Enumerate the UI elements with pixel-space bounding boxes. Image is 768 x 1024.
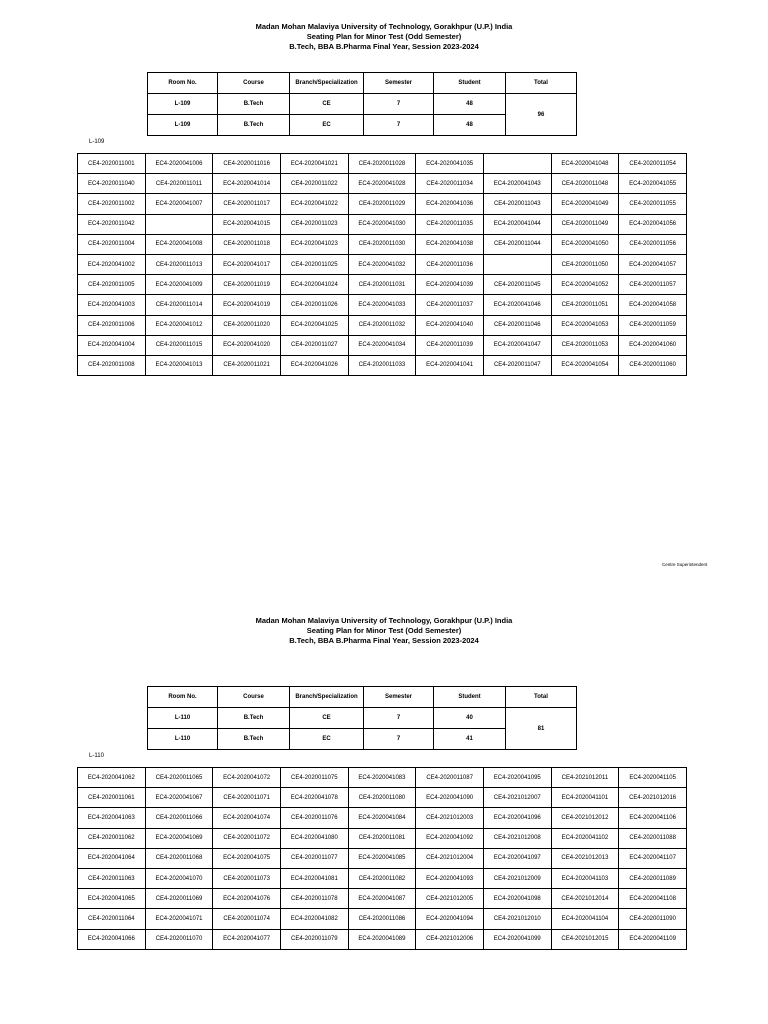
seat-cell: EC4-2020041070 [145,868,213,888]
seat-cell: EC4-2020041044 [483,214,551,234]
seat-cell: EC4-2020041004 [78,335,146,355]
seat-cell: EC4-2020041006 [145,154,213,174]
col-semester: Semester [364,73,434,94]
seat-cell: CE4-2020011076 [280,808,348,828]
seat-cell: EC4-2020041032 [348,254,416,274]
seat-cell: CE4-2020011020 [213,315,281,335]
seat-cell: EC4-2020041050 [551,234,619,254]
seat-cell: EC4-2020041089 [348,929,416,949]
seat-cell: CE4-2020011054 [619,154,687,174]
centre-superintendent-signature: Centre Superintendent [662,562,708,567]
seat-cell: CE4-2021012016 [619,788,687,808]
seat-cell: EC4-2020041092 [416,828,484,848]
seat-row [78,355,687,375]
seat-cell: EC4-2020041028 [348,174,416,194]
seat-cell: CE4-2020011059 [619,315,687,335]
seat-cell [145,214,213,234]
seat-cell: CE4-2020011016 [213,154,281,174]
student-count: 40 [434,708,506,729]
seat-cell: EC4-2020041067 [145,788,213,808]
seat-row [78,174,687,194]
seat-cell: EC4-2020041026 [280,355,348,375]
seat-row [78,929,687,949]
seat-cell: EC4-2020041035 [416,154,484,174]
seat-cell: CE4-2020011030 [348,234,416,254]
seat-cell: EC4-2020041052 [551,275,619,295]
seat-cell: EC4-2020041039 [416,275,484,295]
col-student: Student [434,73,506,94]
seat-cell: EC4-2020041007 [145,194,213,214]
seat-cell: CE4-2020011079 [280,929,348,949]
seat-cell: CE4-2020011023 [280,214,348,234]
seat-cell [483,254,551,274]
seat-cell: EC4-2020041041 [416,355,484,375]
seat-cell: EC4-2020041085 [348,848,416,868]
total-count: 81 [506,708,577,750]
course: B.Tech [218,708,290,729]
seat-cell: EC4-2020041022 [280,194,348,214]
seat-cell: CE4-2020011078 [280,889,348,909]
seat-cell: EC4-2020041009 [145,275,213,295]
seat-cell: CE4-2020011034 [416,174,484,194]
seat-cell: CE4-2020011089 [619,868,687,888]
seat-cell: CE4-2020011008 [78,355,146,375]
seat-cell: CE4-2021012012 [551,808,619,828]
seat-cell: CE4-2021012003 [416,808,484,828]
seat-cell: CE4-2020011081 [348,828,416,848]
col-student: Student [434,687,506,708]
seat-cell: CE4-2020011077 [280,848,348,868]
seat-cell: EC4-2020041012 [145,315,213,335]
seat-cell: EC4-2020041107 [619,848,687,868]
seat-cell: EC4-2020011040 [78,174,146,194]
seat-cell: EC4-2020041097 [483,848,551,868]
course: B.Tech [218,729,290,750]
seat-row [78,808,687,828]
seat-cell: EC4-2020041106 [619,808,687,828]
seat-cell: CE4-2021012005 [416,889,484,909]
room-summary-table [147,72,577,136]
room-no: L-109 [148,94,218,115]
seat-cell: EC4-2020041090 [416,788,484,808]
seat-cell: CE4-2020011088 [619,828,687,848]
seat-cell: EC4-2020041099 [483,929,551,949]
seat-cell: EC4-2020041040 [416,315,484,335]
seat-cell: CE4-2021012013 [551,848,619,868]
seat-cell: EC4-2020041064 [78,848,146,868]
seat-cell: CE4-2020011022 [280,174,348,194]
seat-cell: CE4-2020011065 [145,768,213,788]
seat-cell: CE4-2020011082 [348,868,416,888]
seat-cell: EC4-2020041003 [78,295,146,315]
seat-row [78,828,687,848]
seat-cell: CE4-2020011053 [551,335,619,355]
seat-cell: CE4-2020011019 [213,275,281,295]
seat-cell: EC4-2020041101 [551,788,619,808]
seat-cell: EC4-2020041019 [213,295,281,315]
seat-cell: EC4-2020041053 [551,315,619,335]
col-room-no: Room No. [148,73,218,94]
seat-cell: EC4-2020041014 [213,174,281,194]
col-course: Course [218,73,290,94]
seat-cell: EC4-2020041104 [551,909,619,929]
seat-cell: EC4-2020041047 [483,335,551,355]
room-no: L-109 [148,115,218,136]
seat-row [78,234,687,254]
branch: CE [290,94,364,115]
seat-cell: EC4-2020041081 [280,868,348,888]
seat-cell: EC4-2020041063 [78,808,146,828]
seat-cell: EC4-2020041083 [348,768,416,788]
seating-grid-body [78,154,687,376]
seat-cell: EC4-2020041076 [213,889,281,909]
room-label: L-110 [89,753,104,759]
seat-row [78,909,687,929]
seat-cell: CE4-2020011062 [78,828,146,848]
seating-grid [77,767,687,950]
seat-cell: CE4-2020011017 [213,194,281,214]
seat-row [78,315,687,335]
seat-cell: CE4-2020011060 [619,355,687,375]
student-count: 48 [434,115,506,136]
seat-cell: CE4-2020011037 [416,295,484,315]
seat-cell: CE4-2020011051 [551,295,619,315]
col-branch: Branch/Specialization [290,73,364,94]
seat-cell: CE4-2021012007 [483,788,551,808]
seat-cell: EC4-2020041102 [551,828,619,848]
seat-cell: EC4-2020041020 [213,335,281,355]
seat-cell: EC4-2020041046 [483,295,551,315]
document-heading [0,616,768,646]
seat-cell: EC4-2020041054 [551,355,619,375]
seat-cell: CE4-2020011047 [483,355,551,375]
seat-cell: CE4-2020011013 [145,254,213,274]
seat-cell: CE4-2020011026 [280,295,348,315]
seat-cell: EC4-2020041066 [78,929,146,949]
seat-cell: CE4-2021012004 [416,848,484,868]
seat-cell: EC4-2020041098 [483,889,551,909]
seat-cell: EC4-2020041072 [213,768,281,788]
seat-cell: EC4-2020041108 [619,889,687,909]
seat-row [78,768,687,788]
seat-cell: CE4-2020011002 [78,194,146,214]
seat-cell: EC4-2020041021 [280,154,348,174]
seat-cell: EC4-2020041082 [280,909,348,929]
seat-cell: CE4-2020011032 [348,315,416,335]
seat-cell: CE4-2020011072 [213,828,281,848]
seat-cell: CE4-2020011056 [619,234,687,254]
seat-cell: CE4-2020011057 [619,275,687,295]
seat-cell: EC4-2020041015 [213,214,281,234]
seat-row [78,848,687,868]
seat-cell: CE4-2020011036 [416,254,484,274]
seat-cell: EC4-2020011042 [78,214,146,234]
seat-cell: EC4-2020041093 [416,868,484,888]
seat-cell: CE4-2020011005 [78,275,146,295]
seat-cell: CE4-2020011055 [619,194,687,214]
session-subtitle: B.Tech, BBA B.Pharma Final Year, Session 2023-2024 [289,636,479,645]
seat-row [78,275,687,295]
col-branch: Branch/Specialization [290,687,364,708]
seat-cell: CE4-2020011011 [145,174,213,194]
seat-cell: CE4-2020011021 [213,355,281,375]
seat-cell: CE4-2020011048 [551,174,619,194]
seat-cell: CE4-2021012009 [483,868,551,888]
seat-cell: CE4-2020011014 [145,295,213,315]
seat-cell: CE4-2020011031 [348,275,416,295]
seat-cell: EC4-2020041105 [619,768,687,788]
seat-cell: CE4-2020011050 [551,254,619,274]
col-semester: Semester [364,687,434,708]
branch: EC [290,115,364,136]
seat-row [78,889,687,909]
room-summary-table [147,686,577,750]
col-room-no: Room No. [148,687,218,708]
seat-cell: EC4-2020041095 [483,768,551,788]
col-course: Course [218,687,290,708]
summary-header-row [148,687,577,708]
seat-row [78,194,687,214]
summary-header-row [148,73,577,94]
summary-row [148,708,577,729]
seat-cell: CE4-2021012010 [483,909,551,929]
seat-cell: CE4-2020011087 [416,768,484,788]
seat-row [78,154,687,174]
seat-cell: CE4-2020011063 [78,868,146,888]
seat-cell: EC4-2020041038 [416,234,484,254]
seat-cell: EC4-2020041049 [551,194,619,214]
seat-cell: CE4-2020011069 [145,889,213,909]
seat-cell: EC4-2020041008 [145,234,213,254]
seat-cell: EC4-2020041074 [213,808,281,828]
seat-cell: CE4-2020011027 [280,335,348,355]
seat-cell: CE4-2020011033 [348,355,416,375]
seat-cell: CE4-2021012011 [551,768,619,788]
seat-cell: EC4-2020041071 [145,909,213,929]
seat-cell: EC4-2020041077 [213,929,281,949]
seat-cell: CE4-2020011073 [213,868,281,888]
seat-cell: EC4-2020041060 [619,335,687,355]
seat-cell: CE4-2020011044 [483,234,551,254]
seat-cell: EC4-2020041034 [348,335,416,355]
seat-cell: CE4-2020011080 [348,788,416,808]
seat-row [78,254,687,274]
seat-cell: CE4-2021012008 [483,828,551,848]
total-count: 96 [506,94,577,136]
seat-cell: CE4-2020011090 [619,909,687,929]
seat-cell: CE4-2020011043 [483,194,551,214]
seat-cell: CE4-2020011070 [145,929,213,949]
seat-cell [483,154,551,174]
seat-cell: EC4-2020041057 [619,254,687,274]
seat-cell: EC4-2020041024 [280,275,348,295]
seating-grid [77,153,687,376]
seat-cell: EC4-2020041013 [145,355,213,375]
seat-cell: EC4-2020041084 [348,808,416,828]
branch: EC [290,729,364,750]
student-count: 41 [434,729,506,750]
seat-cell: CE4-2020011068 [145,848,213,868]
seat-cell: CE4-2021012014 [551,889,619,909]
seat-cell: CE4-2021012015 [551,929,619,949]
seat-cell: CE4-2020011015 [145,335,213,355]
col-total: Total [506,687,577,708]
seat-cell: EC4-2020041080 [280,828,348,848]
seat-row [78,868,687,888]
seat-cell: EC4-2020041075 [213,848,281,868]
course: B.Tech [218,115,290,136]
seat-cell: CE4-2020011075 [280,768,348,788]
seat-cell: CE4-2020011039 [416,335,484,355]
seat-cell: CE4-2020011004 [78,234,146,254]
seat-cell: EC4-2020041065 [78,889,146,909]
document-heading [0,22,768,52]
seat-cell: CE4-2021012006 [416,929,484,949]
seat-cell: EC4-2020041002 [78,254,146,274]
seat-cell: EC4-2020041036 [416,194,484,214]
university-name: Madan Mohan Malaviya University of Technology, Gorakhpur (U.P.) India [255,616,513,625]
plan-title: Seating Plan for Minor Test (Odd Semester) [306,626,462,635]
seat-cell: EC4-2020041033 [348,295,416,315]
seat-cell: CE4-2020011001 [78,154,146,174]
seat-row [78,214,687,234]
seat-cell: EC4-2020041023 [280,234,348,254]
room-no: L-110 [148,729,218,750]
seat-cell: CE4-2020011049 [551,214,619,234]
semester: 7 [364,94,434,115]
seat-cell: EC4-2020041030 [348,214,416,234]
seat-cell: EC4-2020041056 [619,214,687,234]
semester: 7 [364,708,434,729]
session-subtitle: B.Tech, BBA B.Pharma Final Year, Session 2023-2024 [289,42,479,51]
seat-cell: EC4-2020041043 [483,174,551,194]
seat-row [78,295,687,315]
branch: CE [290,708,364,729]
seat-cell: EC4-2020041094 [416,909,484,929]
semester: 7 [364,115,434,136]
seat-cell: CE4-2020011061 [78,788,146,808]
seat-cell: EC4-2020041109 [619,929,687,949]
student-count: 48 [434,94,506,115]
semester: 7 [364,729,434,750]
seat-cell: EC4-2020041069 [145,828,213,848]
seat-cell: EC4-2020041017 [213,254,281,274]
seat-cell: CE4-2020011086 [348,909,416,929]
seat-cell: CE4-2020011025 [280,254,348,274]
seat-cell: EC4-2020041078 [280,788,348,808]
university-name: Madan Mohan Malaviya University of Technology, Gorakhpur (U.P.) India [255,22,513,31]
room-label: L-109 [89,139,105,145]
seat-cell: CE4-2020011029 [348,194,416,214]
seat-cell: EC4-2020041025 [280,315,348,335]
seat-cell: CE4-2020011066 [145,808,213,828]
seat-cell: EC4-2020041048 [551,154,619,174]
seat-cell: CE4-2020011045 [483,275,551,295]
plan-title: Seating Plan for Minor Test (Odd Semester) [306,32,462,41]
seat-cell: CE4-2020011018 [213,234,281,254]
seating-grid-body [78,768,687,950]
seat-row [78,335,687,355]
seat-cell: CE4-2020011006 [78,315,146,335]
seat-cell: CE4-2020011074 [213,909,281,929]
seat-cell: EC4-2020041103 [551,868,619,888]
summary-row [148,94,577,115]
seat-cell: EC4-2020041055 [619,174,687,194]
seat-cell: EC4-2020041096 [483,808,551,828]
seat-cell: CE4-2020011071 [213,788,281,808]
col-total: Total [506,73,577,94]
course: B.Tech [218,94,290,115]
seat-cell: CE4-2020011046 [483,315,551,335]
room-no: L-110 [148,708,218,729]
seat-cell: CE4-2020011035 [416,214,484,234]
seat-cell: EC4-2020041058 [619,295,687,315]
seat-row [78,788,687,808]
seat-cell: CE4-2020011028 [348,154,416,174]
seat-cell: CE4-2020011064 [78,909,146,929]
seat-cell: EC4-2020041062 [78,768,146,788]
seat-cell: EC4-2020041087 [348,889,416,909]
